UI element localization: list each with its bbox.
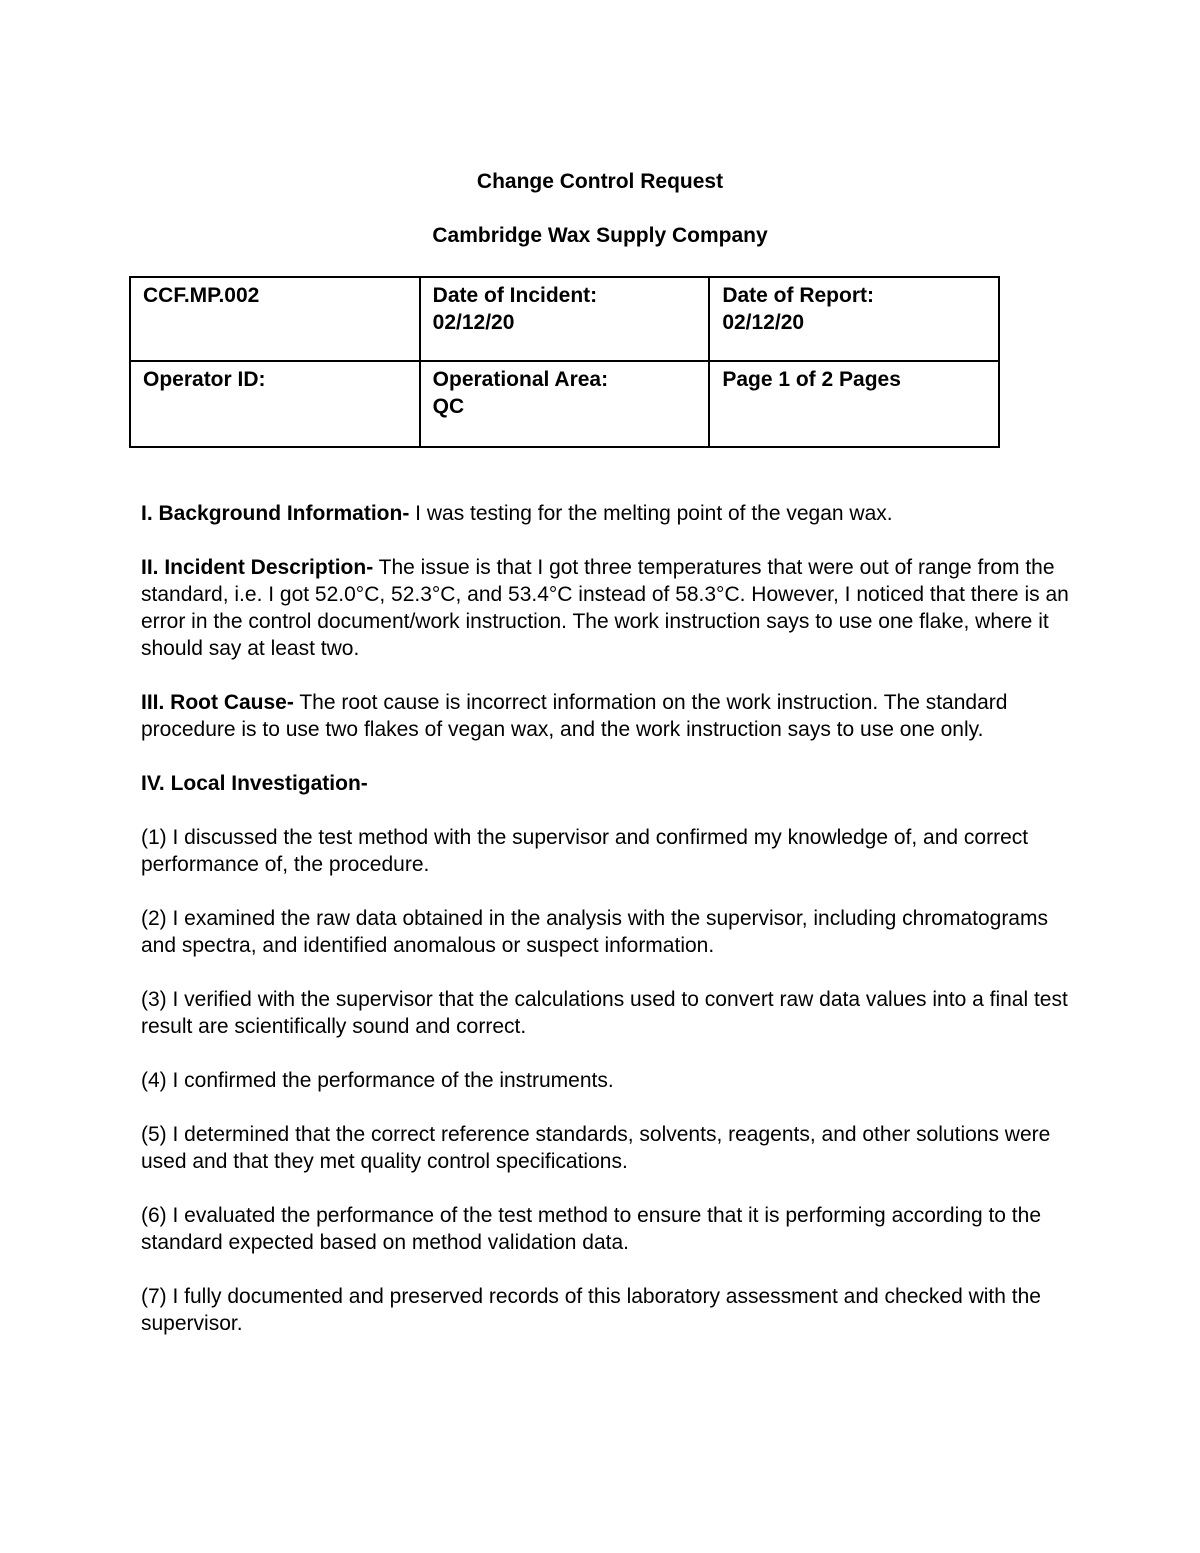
header-table bbox=[129, 276, 1000, 448]
report-date-value: 02/12/20 bbox=[722, 311, 805, 334]
investigation-item: (1) I discussed the test method with the supervisor and confirmed my knowledge of, and correct performance of, the procedure. bbox=[141, 826, 1029, 876]
page-info-cell bbox=[709, 361, 999, 447]
page-info: Page 1 of 2 Pages bbox=[722, 368, 901, 391]
incident-date-value: 02/12/20 bbox=[432, 311, 515, 334]
document-title: Change Control Request bbox=[476, 170, 724, 193]
investigation-item: (3) I verified with the supervisor that the calculations used to convert raw data values into a final test result are scientifically sound and correct. bbox=[141, 988, 1068, 1038]
root-cause-heading: III. Root Cause- bbox=[141, 691, 294, 714]
incident-date-label: Date of Incident: bbox=[432, 284, 598, 307]
report-date-cell bbox=[709, 277, 999, 361]
root-cause-section bbox=[141, 689, 1081, 743]
company-name: Cambridge Wax Supply Company bbox=[432, 224, 768, 247]
incident-text: The issue is that I got three temperatures that were out of range from the standard, i.e. I got 52.0°C, 52.3°C, and 53.4°C instead of 58.3°C. However, I noticed that there is an error in the control document/work instruction. The work instruction says to use one flake, where it should say at least two. bbox=[141, 556, 1069, 660]
report-date-label: Date of Report: bbox=[722, 284, 874, 307]
header-row bbox=[130, 361, 999, 447]
background-text: I was testing for the melting point of the vegan wax. bbox=[409, 502, 893, 525]
report-body bbox=[141, 500, 1081, 1364]
incident-section bbox=[141, 554, 1081, 662]
investigation-item: (2) I examined the raw data obtained in the analysis with the supervisor, including chromatograms and spectra, and identified anomalous or suspect information. bbox=[141, 907, 1048, 957]
header-row bbox=[130, 277, 999, 361]
operational-area-value: QC bbox=[432, 395, 465, 418]
doc-id-cell bbox=[130, 277, 420, 361]
incident-date-cell bbox=[420, 277, 710, 361]
investigation-heading: IV. Local Investigation- bbox=[141, 772, 368, 795]
operational-area-label: Operational Area: bbox=[432, 368, 609, 391]
investigation-item: (7) I fully documented and preserved records of this laboratory assessment and checked with the supervisor. bbox=[141, 1285, 1041, 1335]
investigation-heading-paragraph bbox=[141, 770, 1081, 797]
operational-area-cell bbox=[420, 361, 710, 447]
investigation-item: (5) I determined that the correct reference standards, solvents, reagents, and other solutions were used and that they met quality control specifications. bbox=[141, 1123, 1051, 1173]
root-cause-text: The root cause is incorrect information on the work instruction. The standard procedure is to use two flakes of vegan wax, and the work instruction says to use one only. bbox=[141, 691, 1008, 741]
background-heading: I. Background Information- bbox=[141, 502, 410, 525]
background-section bbox=[141, 500, 1081, 527]
incident-heading: II. Incident Description- bbox=[141, 556, 374, 579]
operator-id-label: Operator ID: bbox=[143, 368, 266, 391]
investigation-item: (4) I confirmed the performance of the instruments. bbox=[141, 1069, 614, 1092]
doc-id: CCF.MP.002 bbox=[143, 284, 260, 307]
investigation-item: (6) I evaluated the performance of the test method to ensure that it is performing according to the standard expected based on method validation data. bbox=[141, 1204, 1041, 1254]
operator-id-cell bbox=[130, 361, 420, 447]
